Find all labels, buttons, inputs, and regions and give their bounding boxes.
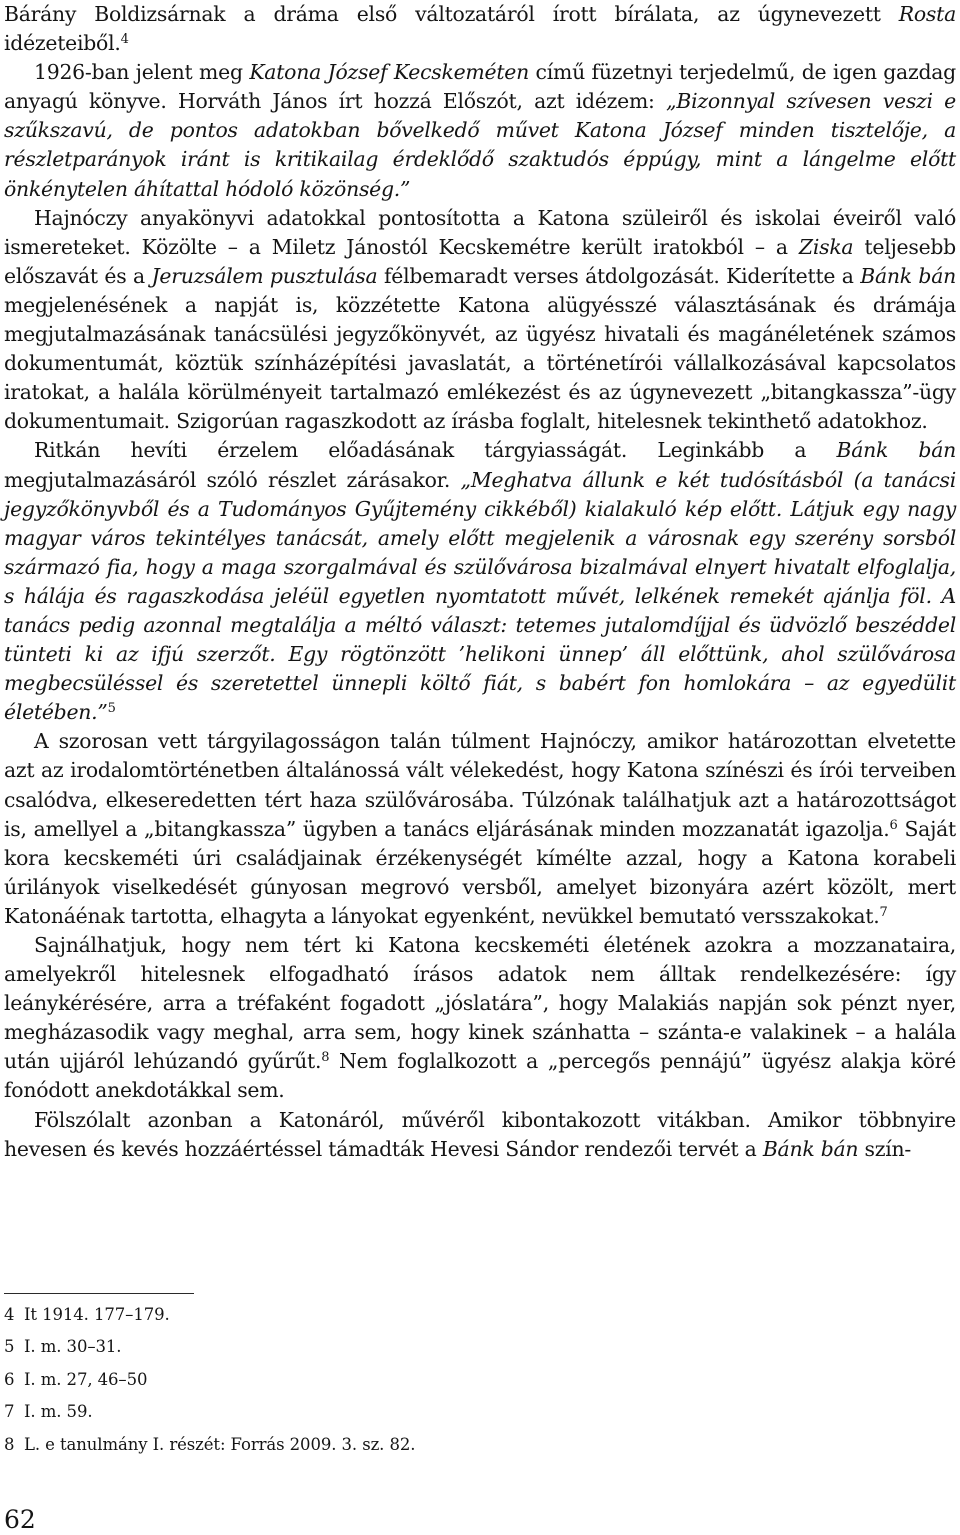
text-run: Ritkán hevíti érzelem előadásának tárgyiasságát. Leginkább a <box>34 438 837 463</box>
text-run: Nem foglalkozott a „percegős pennájú” ügyész alakja köré fonódott anekdotákkal sem. <box>4 1049 956 1103</box>
footnote-reference: 6 <box>889 817 898 833</box>
paragraph <box>4 58 956 203</box>
page-number: 62 <box>4 1505 36 1534</box>
paragraph <box>4 1106 956 1164</box>
footnote-text: L. e tanulmány I. részét: Forrás 2009. 3. sz. 82. <box>24 1434 416 1454</box>
footnote-text: I. m. 59. <box>24 1402 93 1422</box>
text-run: című füzetnyi terjedelmű, de igen gazdag anyagú könyve. Horváth János írt hozzá Előszót, azt idézem: <box>4 60 956 114</box>
footnote-separator <box>4 1293 194 1294</box>
footnote-number: 5 <box>4 1337 15 1357</box>
text-run: Saját kora kecskeméti úri családjainak érzékenységét kímélte azzal, hogy a Katona korabeli úrilányok viselkedését gúnyosan megrovó versből, amelyet bizonyára azért közölt, mert Katonáénak tartotta, elhagyta a lányokat egyenként, nevükkel bemutató versszakokat. <box>4 816 957 928</box>
paragraph <box>4 0 956 58</box>
footnote-reference: 7 <box>879 904 888 920</box>
footnote-number: 6 <box>4 1369 15 1389</box>
text-run: Fölszólalt azonban a Katonáról, művéről kibontakozott vitákban. Amikor többnyire hevesen és kevés hozzáértéssel támadták Hevesi Sándor rendezői tervét a <box>4 1107 956 1161</box>
footnote-text: It 1914. 177–179. <box>24 1305 170 1324</box>
italic-text: Ziska <box>798 234 854 259</box>
text-run: megjelenésének a napját is, közzétette Katona alügyésszé választásának és drámája megjutalmazásának tanácsülési jegyzőkönyvét, az ügyész hivatali és magánéletének számos dokumentumát, köztük színházépítési javaslatát, a történetírói vállalkozásával kapcsolatos iratokat, a halála körülményeit tartalmazó emlékezést és az úgynevezett „bitangkassza”-ügy dokumentumait. Szigorúan ragaszkodott az írásba foglalt, hitelesnek tekinthető adatokhoz. <box>4 292 956 434</box>
italic-text: Rosta <box>898 2 956 26</box>
paragraph <box>4 931 956 1106</box>
italic-text: „Bizonnyal szívesen veszi e szűkszavú, de pontos adatokban bővelkedő művet Katona József minden tisztelője, a részletparányok iránt is kritikailag érdeklődő szaktudós éppúgy, mint a lángelme előtt önkénytelen áhítattal hódoló közönség.” <box>4 89 956 201</box>
italic-text: Bánk bán <box>860 263 956 288</box>
text-run: megjutalmazásáról szóló részlet zárásakor. <box>4 467 461 492</box>
footnote-text: I. m. 27, 46–50 <box>24 1369 148 1389</box>
footnote <box>4 1331 704 1363</box>
footnotes <box>4 1299 704 1461</box>
footnote <box>4 1396 704 1428</box>
text-run: teljesebb előszavát és a <box>4 234 956 288</box>
text-run: idézeteiből. <box>4 31 121 56</box>
paragraph <box>4 204 956 437</box>
text-run: szín- <box>858 1136 912 1161</box>
italic-text: Bánk bán <box>762 1136 859 1161</box>
text-run: A szorosan vett tárgyilagosságon talán túlment Hajnóczy, amikor határozottan elvetette azt az irodalomtörténetben általánossá vált vélekedést, hogy Katona színészi és írói terveiben csalódva, elkeseredetten tért haza szülővárosába. Túlzónak találhatjuk azt a határozottságot is, amellyel a „bitangkassza” ügyben a tanács eljárásának minden mozzanatát igazolja. <box>4 729 956 841</box>
italic-text: Bánk bán <box>836 438 957 463</box>
text-run: Bárány Boldizsárnak a dráma első változatáról írott bírálata, az úgynevezett <box>4 2 899 26</box>
footnote-number: 8 <box>4 1434 15 1454</box>
footnote-reference: 5 <box>107 701 116 717</box>
footnote <box>4 1429 704 1461</box>
footnote-reference: 8 <box>321 1050 330 1066</box>
footnote-number: 7 <box>4 1402 15 1422</box>
footnote-reference: 4 <box>120 32 129 48</box>
footnote <box>4 1299 704 1331</box>
text-run: Sajnálhatjuk, hogy nem tért ki Katona kecskeméti életének azokra a mozzanataira, amelyekről hitelesnek elfogadható írásos adatok nem álltak rendelkezésére: így leánykérésére, arra a tréfaként fogadott „jóslatára”, hogy Malakiás napján sok pénzt nyer, megházasodik vagy meghal, arra sem, hogy kinek szánhatta – szánta-e valakinek – a halála után ujjáról lehúzandó gyűrűt. <box>4 933 956 1074</box>
italic-text: Jeruzsálem pusztulása <box>151 263 378 288</box>
footnote-number: 4 <box>4 1305 15 1324</box>
body-text <box>4 0 956 1164</box>
text-run: félbemaradt verses átdolgozását. Kiderítette a <box>377 263 861 288</box>
text-run: 1926-ban jelent meg <box>34 60 250 85</box>
paragraph <box>4 436 956 727</box>
italic-text: „Meghatva állunk e két tudósításból (a tanácsi jegyzőkönyvből és a Tudományos Gyűjtemény cikkéből) kialakuló kép előtt. Látjuk egy nagy magyar város tekintélyes tanácsát, amely előtt megjelenik a városnak egy szerény sorsból származó fia, hogy a maga szorgalmával és szülővárosa bizalmával elnyert hivatalt elfoglalja, s hálája és ragaszkodása jeléül egyetlen nyomtatott művét, lelkének remekét ajánlja föl. A tanács pedig azonnal megtalálja a méltó választ: tetemes jutalomdíjjal és üdvözlő beszéddel tünteti ki az ifjú szerzőt. Egy rögtönzött ’helikoni ünnep’ áll előttünk, ahol szülővárosa megbecsüléssel és szeretettel ünnepli költő fiát, s babért fon homlokára – az egyedülit életében.” <box>4 467 956 725</box>
italic-text: Katona József Kecskeméten <box>249 60 529 85</box>
footnote <box>4 1364 704 1396</box>
footnote-text: I. m. 30–31. <box>24 1337 122 1357</box>
text-run: Hajnóczy anyakönyvi adatokkal pontosította a Katona szüleiről és iskolai éveiről való ismereteket. Közölte – a Miletz Jánostól Kecskemétre került iratokból – a <box>4 205 956 259</box>
paragraph <box>4 727 956 931</box>
